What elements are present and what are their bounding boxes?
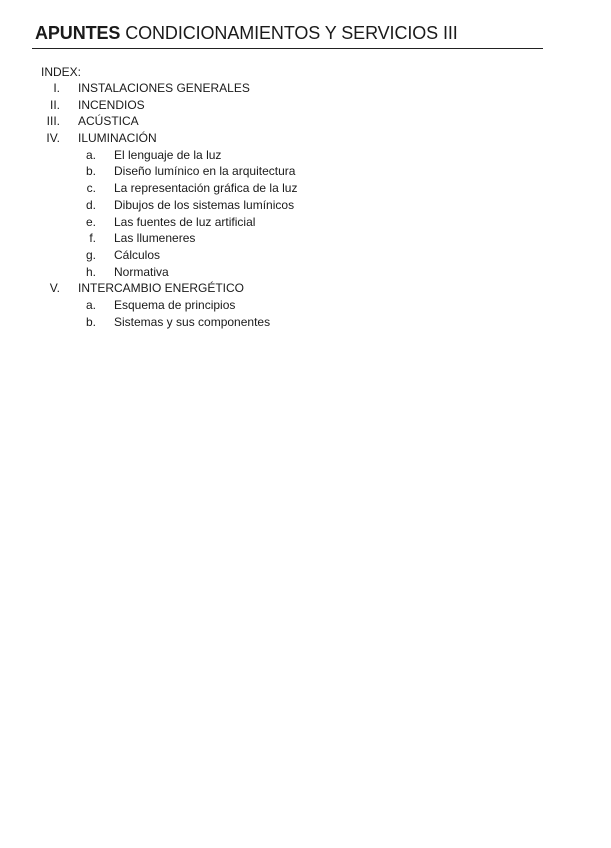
- toc-item: [0, 80, 611, 97]
- toc-subitem: [0, 197, 611, 214]
- toc-subitem: [0, 297, 611, 314]
- toc-subitem: [0, 180, 611, 197]
- toc-item-text: Diseño lumínico en la arquitectura: [114, 164, 296, 179]
- toc-subitem: [0, 214, 611, 231]
- toc-item-text: Cálculos: [114, 247, 161, 262]
- table-of-contents: [0, 80, 611, 330]
- toc-subitem: [0, 163, 611, 180]
- toc-item-number: III.: [46, 114, 60, 129]
- toc-item-number: b.: [85, 164, 96, 179]
- toc-item: [0, 130, 611, 147]
- index-label: INDEX:: [41, 65, 82, 79]
- toc-item-number: f.: [89, 231, 96, 246]
- toc-subitem: [0, 314, 611, 331]
- toc-item-text: Dibujos de los sistemas lumínicos: [114, 197, 295, 212]
- toc-item-number: II.: [49, 97, 60, 112]
- toc-item-number: d.: [85, 197, 96, 212]
- title-bold-part: APUNTES: [35, 23, 121, 43]
- toc-item-number: a.: [85, 147, 96, 162]
- toc-item-number: V.: [49, 281, 60, 296]
- toc-subitem: [0, 264, 611, 281]
- toc-item-number: c.: [86, 181, 96, 196]
- toc-item-number: h.: [85, 264, 96, 279]
- toc-item-text: Las llumeneres: [114, 231, 196, 246]
- toc-item-text: Las fuentes de luz artificial: [114, 214, 256, 229]
- toc-item-number: I.: [53, 81, 60, 95]
- toc-item-text: ILUMINACIÓN: [78, 131, 157, 146]
- toc-item-number: g.: [85, 247, 96, 262]
- toc-item-text: La representación gráfica de la luz: [114, 181, 298, 196]
- toc-item-text: Normativa: [114, 264, 169, 279]
- toc-item-number: IV.: [46, 131, 60, 146]
- toc-item-number: e.: [85, 214, 96, 229]
- toc-item-number: a.: [85, 297, 96, 312]
- toc-item-text: INSTALACIONES GENERALES: [78, 81, 250, 95]
- toc-item-text: Esquema de principios: [114, 297, 236, 312]
- toc-item: [0, 280, 611, 297]
- toc-item: [0, 113, 611, 130]
- toc-item-number: b.: [85, 314, 96, 329]
- toc-subitem: [0, 147, 611, 164]
- page-title: [35, 21, 458, 45]
- toc-item-text: Sistemas y sus componentes: [114, 314, 271, 329]
- toc-item-text: El lenguaje de la luz: [114, 147, 222, 162]
- toc-item-text: ACÚSTICA: [78, 114, 139, 129]
- toc-subitem: [0, 247, 611, 264]
- toc-subitem: [0, 230, 611, 247]
- toc-item-text: INTERCAMBIO ENERGÉTICO: [78, 281, 245, 296]
- title-rest-part: CONDICIONAMIENTOS Y SERVICIOS III: [125, 23, 458, 43]
- toc-item-text: INCENDIOS: [78, 97, 145, 112]
- toc-item: [0, 97, 611, 114]
- title-underline-rule: [32, 48, 543, 49]
